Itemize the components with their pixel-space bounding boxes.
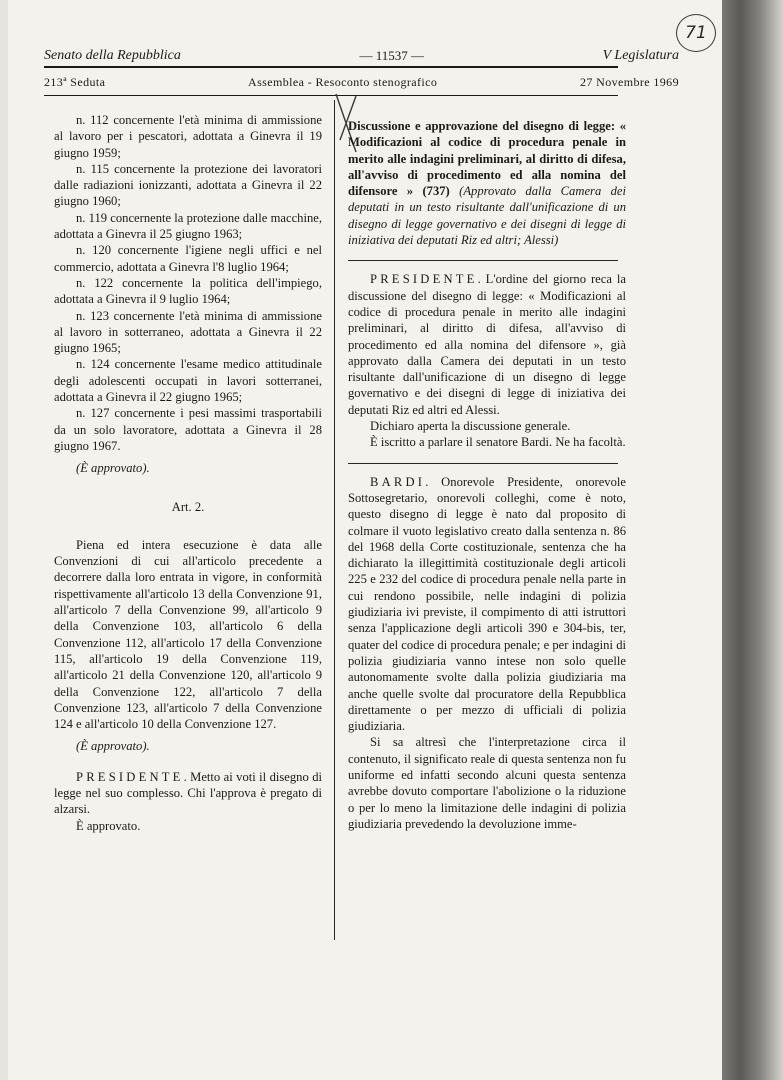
speaker-name: PRESIDENTE: [76, 769, 184, 784]
convention-item: n. 127 concernente i pesi massimi trasportabili da un solo lavoratore, adottata a Ginevra il 28 giugno 1967.: [54, 406, 322, 453]
discussion-heading: Discussione e approvazione del disegno di legge: « Modificazioni al codice di procedura penale in merito alle indagini preliminari, al diritto di difesa, all'avviso di procedimento ed alla nomina del difensore » (737) (Approvato dalla Camera dei deputati in un testo risultante dall'unificazione di un disegno di legge governativo e dei disegni di legge di iniziativa dei deputati Riz ed altri; Alessi): [348, 119, 626, 248]
convention-item: n. 119 concernente la protezione dalle macchine, adottata a Ginevra il 25 giugno 1963;: [54, 210, 322, 242]
header-rule: [44, 66, 618, 68]
header-legislature: V Legislatura: [602, 48, 679, 63]
right-column: [348, 118, 626, 832]
convention-item: n. 122 concernente la politica dell'impiego, adottata a Ginevra il 9 luglio 1964;: [54, 275, 322, 307]
bardi-paragraph: BARDI. Onorevole Presidente, onorevole Sottosegretario, onorevoli colleghi, come è noto, questo disegno di legge è nato dal proposito di colmare il vuoto legislativo creato dalla sentenza n. 86 del 1968 della Corte costituzionale, sentenza che ha dichiarato la illegittimità costituzionale degli articoli 225 e 232 del codice di procedura penale nella parte in cui rendono possibile, nelle indagini di polizia giudiziaria ivi previste, il compimento di atti istruttori senza l'applicazione degli articoli 390 e 304-bis, ter, quater del codice di procedura penale; e per indagini di polizia giudiziaria vanno intese non solo quelle autonomamente svolte dalla polizia giudiziaria ma anche quelle svolte dal procuratore della Repubblica direttamente o per mezzo di ufficiali di polizia giudiziaria.: [348, 474, 626, 734]
presidente-paragraph: PRESIDENTE. L'ordine del giorno reca la discussione del disegno di legge: « Modificazioni al codice di procedura penale in merito alle indagini preliminari, al diritto di difesa, all'avviso di procedimento ed alla nomina del difensore », già approvato dalla Camera dei deputati in un testo risultante dall'unificazione di un disegno di legge governativo e dei disegni di legge di iniziativa dei deputati Riz ed altri ed Alessi.: [348, 272, 626, 417]
approved-note: (È approvato).: [76, 461, 150, 476]
presidente-paragraph: PRESIDENTE. Metto ai voti il disegno di legge nel suo complesso. Chi l'approva è pregato di alzarsi.: [54, 769, 322, 817]
handwritten-page-number: 71: [676, 14, 716, 52]
left-column: [54, 112, 322, 834]
article-heading: Art. 2.: [171, 499, 205, 514]
speaker-registered: È iscritto a parlare il senatore Bardi. Ne ha facoltà.: [370, 435, 626, 450]
header-page-number: — 11537 —: [359, 48, 424, 63]
sub-header-rule: [44, 95, 618, 96]
section-separator: [348, 463, 618, 464]
convention-item: n. 112 concernente l'età minima di ammissione al lavoro per i pescatori, adottata a Ginevra il 19 giugno 1959;: [54, 113, 322, 160]
header-date: 27 Novembre 1969: [579, 75, 679, 89]
bardi-paragraph-2: Si sa altresì che l'interpretazione circa il contenuto, il significato reale di questa sentenza non fu uniforme ed infatti secondo alcuni questa sentenza avrebbe dovuto comportare l'abolizione o la riduzione o per lo meno la limitazione delle indagini di polizia giudiziaria prevedendo la devoluzione imme-: [348, 735, 626, 831]
sub-header: [44, 72, 679, 90]
convention-item: n. 124 concernente l'esame medico attitudinale degli adolescenti occupati in lavori sotterranei, adottata a Ginevra il 22 giugno 1965;: [54, 357, 322, 405]
section-separator: [348, 260, 618, 261]
convention-item: n. 123 concernente l'età minima di ammissione al lavoro in sotterraneo, adottata a Ginevra il 22 giugno 1965;: [54, 308, 322, 356]
article-text: Piena ed intera esecuzione è data alle Convenzioni di cui all'articolo precedente a decorrere dalla loro entrata in vigore, in conformità rispettivamente all'articolo 13 della Convenzione 91, all'articolo 7 della Convenzione 99, all'articolo 9 della Convenzione 103, all'articolo 6 della Convenzione 112, all'articolo 17 della Convenzione 115, all'articolo 19 della Convenzione 119, all'articolo 21 della Convenzione 120, all'articolo 9 della Convenzione 122, all'articolo 7 della Convenzione 123, all'articolo 7 della Convenzione 124 e all'articolo 10 della Convenzione 127.: [54, 537, 322, 732]
approved-note: (È approvato).: [76, 739, 150, 754]
header-seduta: 213ª Seduta: [44, 75, 106, 89]
scan-dark-edge: [722, 0, 783, 1080]
header-senate: Senato della Repubblica: [44, 48, 181, 63]
approved-final: È approvato.: [76, 818, 141, 833]
header-assemblea: Assemblea - Resoconto stenografico: [248, 75, 438, 89]
convention-item: n. 115 concernente la protezione dei lavoratori dalle radiazioni ionizzanti, adottata a Ginevra il 22 giugno 1960;: [54, 161, 322, 209]
speaker-name: BARDI: [370, 474, 426, 489]
speaker-name: PRESIDENTE: [370, 272, 478, 287]
column-divider: [334, 100, 335, 940]
convention-item: n. 120 concernente l'igiene negli uffici e nel commercio, adottata a Ginevra l'8 luglio 1964;: [54, 243, 322, 274]
discussion-open: Dichiaro aperta la discussione generale.: [370, 419, 571, 434]
running-header: [44, 44, 679, 64]
